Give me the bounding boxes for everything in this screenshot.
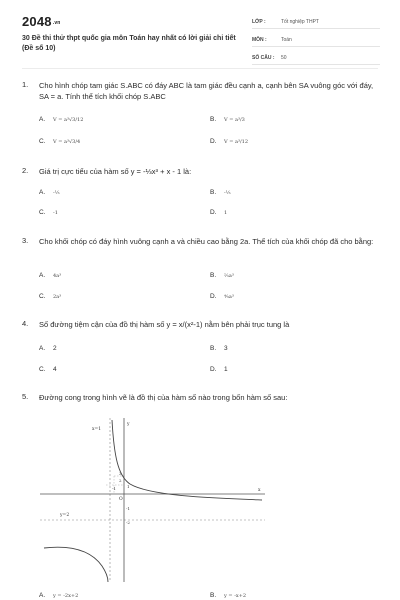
option-b[interactable]: [210, 592, 246, 599]
option-b[interactable]: [210, 272, 234, 279]
option-value: 1: [224, 366, 228, 373]
header-divider: [22, 68, 378, 69]
function-graph: [40, 416, 265, 584]
option-label: C.: [39, 293, 46, 300]
option-a[interactable]: [39, 116, 83, 123]
option-b[interactable]: [210, 116, 245, 123]
option-d[interactable]: [210, 366, 228, 373]
label-origin: O: [119, 497, 123, 502]
option-c[interactable]: [39, 293, 61, 300]
option-label: B.: [210, 592, 217, 599]
option-value: ⅔a³: [224, 273, 234, 279]
tick-label: 3: [119, 471, 122, 476]
option-label: D.: [210, 366, 217, 373]
option-value: -⅓: [53, 190, 60, 196]
label-y-eq: y=2: [60, 513, 70, 518]
label-x-axis: x: [258, 488, 261, 493]
option-value: y = -2x+2: [53, 593, 79, 599]
question-text: Đường cong trong hình vẽ là đồ thị của hàm số nào trong bốn hàm số sau:: [39, 393, 288, 402]
question-1: [22, 80, 376, 170]
option-c[interactable]: [39, 138, 80, 145]
question-text: Số đường tiệm cận của đồ thị hàm số y = x/(x²-1) nằm bên phải trục tung là: [39, 320, 290, 329]
option-b[interactable]: [210, 189, 231, 196]
curve-right-branch: [112, 420, 262, 500]
option-label: A.: [39, 345, 46, 352]
label-x-eq: x=1: [92, 427, 102, 432]
tick-label: 2: [119, 478, 122, 483]
question-number: 4.: [22, 319, 29, 328]
option-value: 4: [53, 366, 57, 373]
brand-logo[interactable]: [22, 14, 61, 29]
tick-label: -1: [112, 486, 116, 491]
option-label: A.: [39, 189, 46, 196]
option-value: V = a³√3/12: [53, 117, 84, 123]
option-value: V = a³/3: [224, 117, 245, 123]
option-label: A.: [39, 116, 46, 123]
option-label: A.: [39, 592, 46, 599]
option-a[interactable]: [39, 592, 78, 599]
option-label: D.: [210, 209, 217, 216]
question-3: [22, 236, 376, 306]
option-label: C.: [39, 209, 46, 216]
option-a[interactable]: [39, 272, 61, 279]
option-value: -⅓: [224, 190, 231, 196]
meta-value: Tốt nghiệp THPT: [281, 19, 319, 25]
meta-key: MÔN :: [252, 37, 267, 43]
question-text: Cho khối chóp có đáy hình vuông cạnh a và chiều cao bằng 2a. Thể tích của khối chóp đã cho bằng:: [39, 237, 374, 246]
meta-row-subject: [252, 34, 380, 47]
option-value: V = a³√3/4: [53, 139, 81, 145]
meta-value: Toán: [281, 37, 292, 43]
logo-text: 2048: [22, 14, 52, 29]
option-label: B.: [210, 189, 217, 196]
question-5: [22, 392, 376, 412]
tick-label: -2: [126, 520, 130, 525]
option-value: 2a³: [53, 294, 62, 300]
question-text: Giá trị cực tiểu của hàm số y = -⅓x³ + x - 1 là:: [39, 167, 192, 176]
option-d[interactable]: [210, 209, 227, 216]
document-meta: [252, 16, 380, 70]
option-b[interactable]: [210, 345, 228, 352]
tick-label: 1: [127, 484, 130, 489]
meta-key: LỚP :: [252, 19, 266, 25]
meta-row-count: [252, 52, 380, 65]
question-number: 1.: [22, 80, 29, 89]
option-label: A.: [39, 272, 46, 279]
option-value: -1: [53, 210, 58, 216]
option-value: V = a³/12: [224, 139, 249, 145]
option-label: B.: [210, 272, 217, 279]
option-value: y = -x+2: [224, 593, 247, 599]
option-a[interactable]: [39, 345, 57, 352]
option-c[interactable]: [39, 366, 57, 373]
option-value: 3: [224, 345, 228, 352]
option-label: C.: [39, 138, 46, 145]
option-value: 1: [224, 210, 228, 216]
logo-suffix: .vn: [52, 19, 61, 26]
option-label: B.: [210, 345, 217, 352]
option-d[interactable]: [210, 138, 248, 145]
option-label: C.: [39, 366, 46, 373]
option-label: D.: [210, 138, 217, 145]
option-value: ⁴⁄₃a³: [224, 294, 234, 300]
option-a[interactable]: [39, 189, 60, 196]
meta-value: 50: [281, 55, 287, 61]
option-value: 2: [53, 345, 57, 352]
option-c[interactable]: [39, 209, 58, 216]
question-number: 2.: [22, 166, 29, 175]
question-number: 5.: [22, 392, 29, 401]
question-text: Cho hình chóp tam giác S.ABC có đáy ABC là tam giác đều cạnh a, cạnh bên SA vuông góc với đáy, SA = a. Tính thể tích khối chóp S.ABC: [39, 81, 374, 101]
option-value: 4a³: [53, 273, 62, 279]
curve-left-branch: [44, 547, 108, 582]
question-2: [22, 166, 376, 226]
label-y-axis: y: [127, 422, 130, 427]
tick-label: -1: [126, 506, 130, 511]
option-label: D.: [210, 293, 217, 300]
question-4: [22, 319, 376, 379]
document-title: 30 Đề thi thử thpt quốc gia môn Toán hay nhất có lời giải chi tiết (Đề số 10): [22, 35, 236, 52]
question-number: 3.: [22, 236, 29, 245]
meta-row-class: [252, 16, 380, 29]
option-d[interactable]: [210, 293, 234, 300]
meta-key: SỐ CÂU :: [252, 55, 275, 61]
option-label: B.: [210, 116, 217, 123]
